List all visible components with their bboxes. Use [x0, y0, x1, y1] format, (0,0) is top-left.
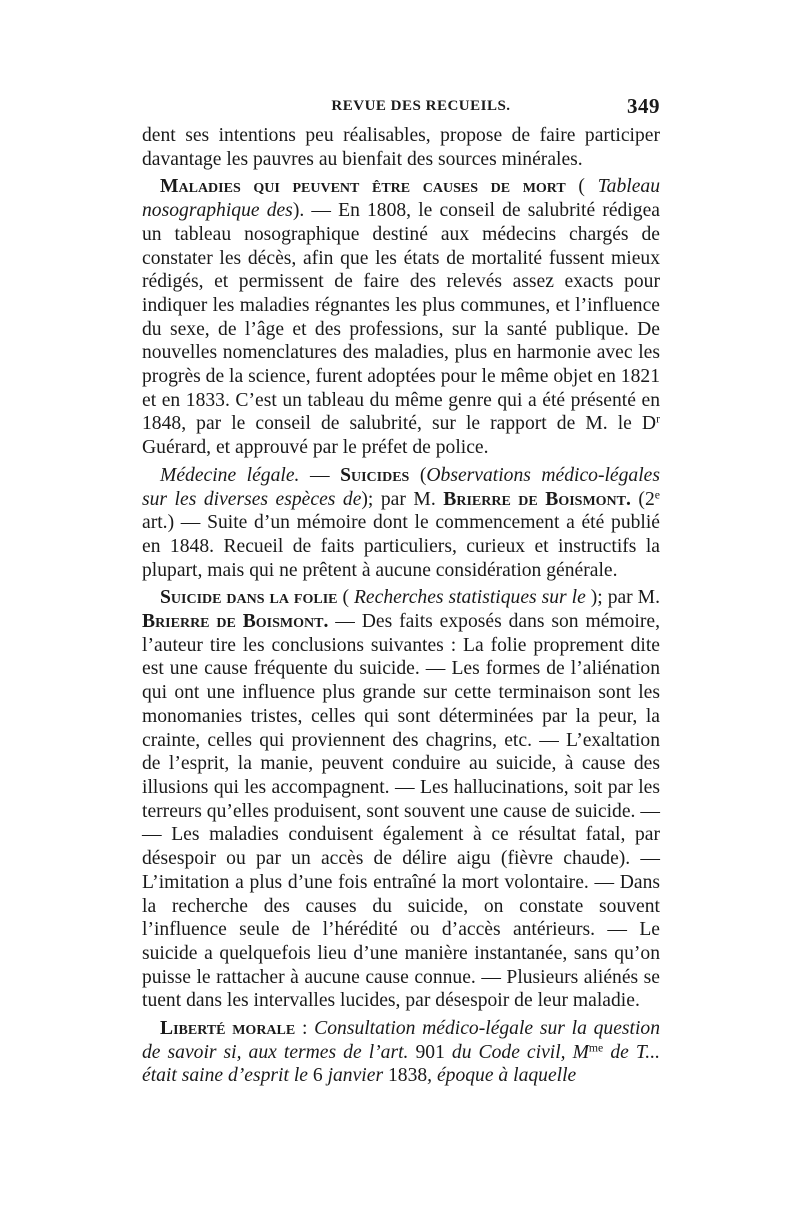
- section-heading-maladies: Maladies qui peuvent être causes de mort: [160, 176, 566, 198]
- paren-close: ).: [292, 200, 312, 222]
- article-title-tableau: Tableau nosographique des: [142, 176, 660, 222]
- paren-open: (: [565, 176, 598, 198]
- paren-open: (: [409, 464, 427, 486]
- book-page: [142, 94, 661, 1088]
- paragraph-body: — Des faits exposés dans son mémoire, l’auteur tire les conclusions suivantes : La folie proprement dite est une cause fréquente du suicide. — Les formes de l’aliénation qui ont une influence plus grande sur cette terminaison sont les monomanies tristes, celles qui sont déterminées par la peur, la crainte, celles qui proviennent des chagrins, etc. — L’exaltation de l’esprit, la manie, peuvent conduire au suicide, à cause des illusions qui les accompagnent. — Les hallucinations, soit par les terreurs qu’elles produisent, sont souvent une cause de suicide. — — Les maladies conduisent également à ce résultat fatal, par désespoir ou par un accès de délire aigu (fièvre chaude). — L’imitation a plus d’une fois entraîné la mort volontaire. — Dans la recherche des causes du suicide, on constate souvent l’influence seule de l’hérédité ou d’accès antérieurs. — Le suicide a quelquefois lieu d’une manière instantanée, sans qu’on puisse le rattacher à aucune cause connue. — Plusieurs aliénés se tuent dans les intervalles lucides, par désespoir de leur maladie.: [142, 611, 661, 1012]
- dash: —: [299, 464, 341, 486]
- running-title: REVUE DES RECUEILS.: [331, 98, 511, 114]
- section-heading-suicides: Suicides: [340, 464, 410, 486]
- article-title-observations: Observations médico-légales sur les diverses espèces de: [142, 464, 660, 510]
- superscript-e: e: [654, 488, 660, 502]
- paragraph-liberte-morale: [142, 1017, 660, 1088]
- section-label-medecine-legale: Médecine légale.: [160, 464, 300, 486]
- article-number: 901: [415, 1041, 445, 1063]
- article-title-part: de T... était saine d’esprit le: [142, 1041, 660, 1087]
- paren-close: ); par M.: [361, 488, 444, 510]
- page-number: 349: [627, 94, 660, 118]
- paragraph-body-end: Guérard, et approuvé par le préfet de police.: [142, 437, 489, 459]
- article-title-part: janvier: [322, 1065, 388, 1087]
- article-title-part: du Code civil, M: [444, 1041, 589, 1063]
- paragraph-body: — Suite d’un mémoire dont le commencement a été publié en 1848. Recueil de faits particuliers, curieux et instructifs la plupart, mais qui ne prêtent à aucune considération générale.: [142, 512, 660, 581]
- article-title-part: , époque à laquelle: [427, 1065, 577, 1087]
- superscript-r: r: [656, 412, 660, 426]
- paren-open: (: [337, 587, 354, 609]
- article-title-recherches: Recherches statistiques sur le: [353, 587, 586, 609]
- paragraph-suicides: [142, 464, 660, 583]
- colon: :: [295, 1018, 315, 1040]
- article-title-consultation: Consultation médico-légale sur la question de savoir si, aux termes de l’art.: [142, 1018, 661, 1063]
- date-day: 6: [312, 1065, 323, 1087]
- paragraph-continuation: [142, 124, 660, 171]
- date-year: 1838: [387, 1065, 428, 1087]
- article-count: (2: [630, 488, 655, 510]
- running-header: [142, 94, 660, 124]
- paren-close: ); par M.: [585, 587, 660, 609]
- paragraph-suicide-folie: [142, 586, 660, 1013]
- article-count-end: art.): [142, 512, 175, 534]
- section-heading-suicide-folie: Suicide dans la folie: [160, 587, 338, 609]
- paragraph-body: — En 1808, le conseil de salubrité rédigea un tableau nosographique destiné aux médecins chargés de constater les décès, afin que les états de mortalité fussent mieux rédigés, et permissent de faire des relevés assez exacts pour indiquer les maladies régnantes les plus communes, et l’influence du sexe, de l’âge et des professions, sur la santé publique. De nouvelles nomenclatures des maladies, plus en harmonie avec les progrès de la science, furent adoptées pour le même objet en 1821 et en 1833. C’est un tableau du même genre qui a été présenté en 1848, par le conseil de salubrité, sur le rapport de M. le D: [142, 200, 660, 435]
- author-name: Brierre de Boismont.: [142, 611, 329, 633]
- paragraph-maladies: [142, 175, 660, 459]
- paragraph-text: dent ses intentions peu réalisables, propose de faire participer davantage les pauvres au bienfait des sources minérales.: [142, 125, 660, 170]
- section-heading-liberte-morale: Liberté morale: [160, 1018, 296, 1040]
- author-name: Brierre de Boismont.: [443, 488, 631, 510]
- superscript-me: me: [588, 1041, 604, 1055]
